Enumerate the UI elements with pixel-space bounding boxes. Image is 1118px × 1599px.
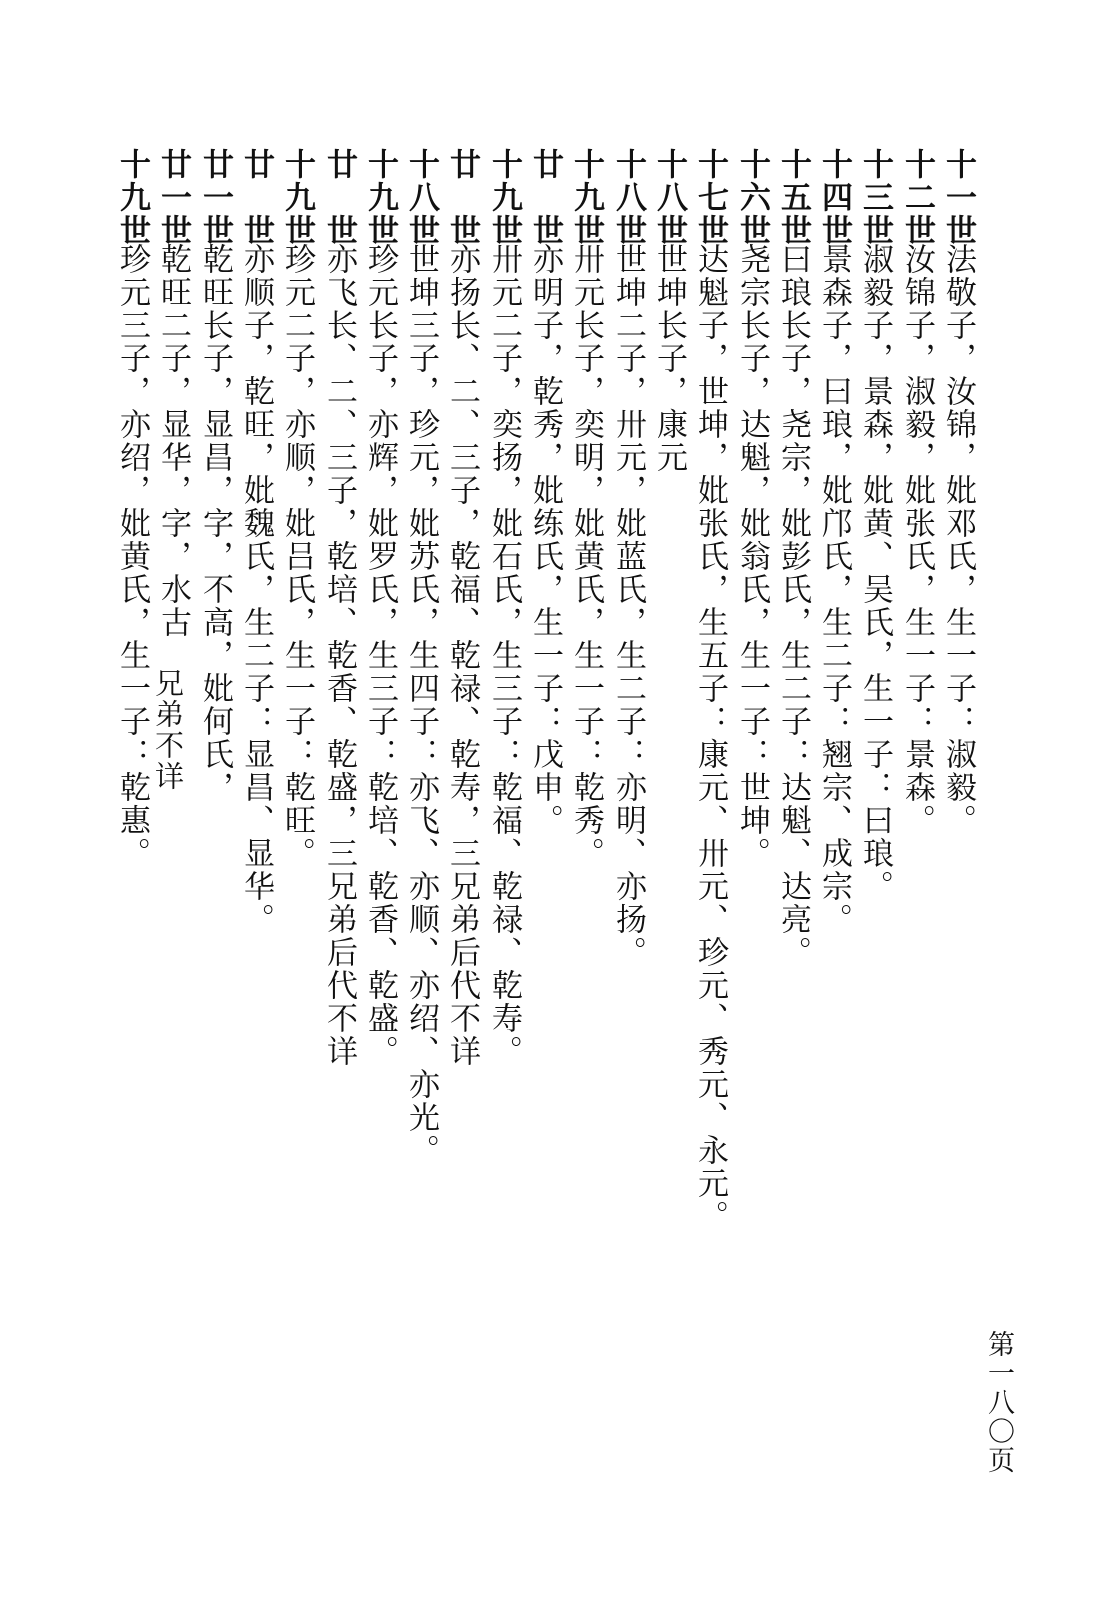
- entry-column: [814, 148, 854, 936]
- generation-label: 廿一世: [155, 148, 191, 247]
- generation-label: 廿 世: [321, 148, 357, 247]
- entry-text: 卅元二子，奕扬，妣石氏，生三子：乾福、乾禄、乾寿。: [486, 243, 522, 1068]
- entry-column: [649, 148, 689, 474]
- entry-text: 亦扬长、二、三子，乾福、乾禄、乾寿，三兄弟后代不详: [444, 243, 480, 1068]
- entry-column: [236, 148, 276, 936]
- entry-text: 珍元二子，亦顺，妣吕氏，生一子：乾旺。: [279, 243, 315, 870]
- entry-text: 世坤三子，珍元，妣苏氏，生四子：亦飞、亦顺、亦绍、亦光。: [403, 243, 439, 1167]
- entry-text: 法敬子，汝锦，妣邓氏，生一子：淑毅。: [940, 243, 976, 837]
- entry-text: 尧宗长子，达魁，妣翁氏，生一子：世坤。: [734, 243, 770, 870]
- generation-label: 十九世: [568, 148, 604, 247]
- generation-label: 十八世: [651, 148, 687, 247]
- entry-text: 亦明子，乾秀，妣练氏，生一子：戊申。: [527, 243, 563, 837]
- generation-label: 十三世: [857, 148, 893, 247]
- entry-text: 淑毅子，景森，妣黄、吴氏，生一子：曰琅。: [857, 243, 893, 903]
- generation-label: 十一世: [940, 148, 976, 247]
- entry-column: [773, 148, 813, 969]
- generation-label: 十九世: [279, 148, 315, 247]
- entry-column: [732, 148, 772, 870]
- entry-text: 乾旺二子，显华，字，水古: [155, 243, 191, 639]
- entry-column: [319, 148, 359, 1068]
- entry-column: [277, 148, 317, 870]
- entry-column: [442, 148, 482, 1068]
- entry-text: 世坤二子，卅元，妣蓝氏，生二子：亦明、亦扬。: [610, 243, 646, 969]
- entry-text: 曰琅长子，尧宗，妣彭氏，生二子：达魁、达亮。: [775, 243, 811, 969]
- entry-text: 世坤长子，康元: [651, 243, 687, 474]
- entry-text: 亦顺子，乾旺，妣魏氏，生二子：显昌、显华。: [238, 243, 274, 936]
- generation-label: 廿 世: [238, 148, 274, 247]
- generation-label: 廿 世: [527, 148, 563, 247]
- entry-column: [608, 148, 648, 969]
- entry-column: [360, 148, 400, 1068]
- generation-label: 十七世: [692, 148, 728, 247]
- entry-column: [401, 148, 441, 1167]
- side-note: 兄弟不详: [151, 668, 185, 792]
- entry-column: [525, 148, 565, 837]
- entry-column: [195, 148, 235, 804]
- generation-label: 十六世: [734, 148, 770, 247]
- entry-column: [112, 148, 152, 870]
- entry-text: 卅元长子，奕明，妣黄氏，生一子：乾秀。: [568, 243, 604, 870]
- entry-column: [153, 148, 193, 639]
- entry-text: 珍元长子，亦辉，妣罗氏，生三子：乾培、乾香、乾盛。: [362, 243, 398, 1068]
- generation-label: 十八世: [403, 148, 439, 247]
- generation-label: 十九世: [114, 148, 150, 247]
- entry-text: 景森子，曰琅，妣邝氏，生二子：翘宗、成宗。: [816, 243, 852, 936]
- generation-label: 十二世: [899, 148, 935, 247]
- entry-column: [690, 148, 730, 1233]
- generation-label: 十九世: [362, 148, 398, 247]
- generation-label: 廿 世: [444, 148, 480, 247]
- generation-label: 十九世: [486, 148, 522, 247]
- entry-column: [897, 148, 937, 837]
- generation-label: 廿一世: [197, 148, 233, 247]
- entry-text: 珍元三子，亦绍，妣黄氏，生一子：乾惠。: [114, 243, 150, 870]
- entry-text: 乾旺长子，显昌，字，不高，妣何氏，: [197, 243, 233, 804]
- entry-text: 汝锦子，淑毅，妣张氏，生一子：景森。: [899, 243, 935, 837]
- entry-column: [855, 148, 895, 903]
- entry-column: [484, 148, 524, 1068]
- page-number: 第一八〇页: [983, 1330, 1014, 1475]
- entry-text: 达魁子，世坤，妣张氏，生五子：康元、卅元、珍元、秀元、永元。: [692, 243, 728, 1233]
- generation-label: 十八世: [610, 148, 646, 247]
- generation-label: 十四世: [816, 148, 852, 247]
- entry-text: 亦飞长、二、三子，乾培、乾香、乾盛，三兄弟后代不详: [321, 243, 357, 1068]
- entry-column: [938, 148, 978, 837]
- entry-column: [566, 148, 606, 870]
- generation-label: 十五世: [775, 148, 811, 247]
